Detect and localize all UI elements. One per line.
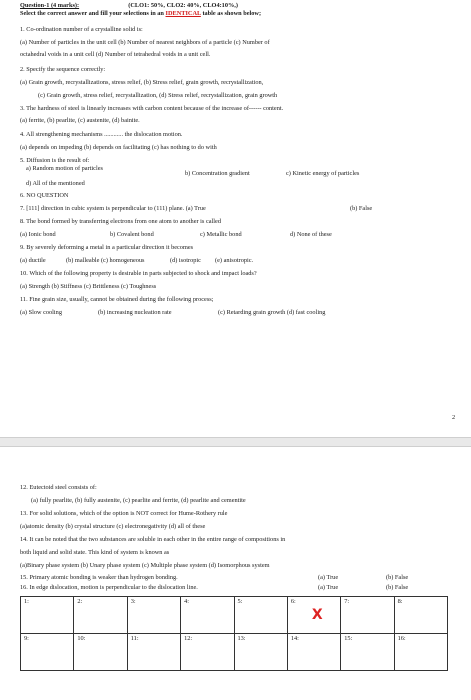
- answer-cell-14[interactable]: [287, 634, 340, 671]
- question-16-true: (a) True: [318, 584, 339, 591]
- question-14-options: (a)Binary phase system (b) Unary phase system (c) Multiple phase system (d) Isomorphous system: [20, 562, 270, 569]
- question-3: 3. The hardness of steel is linearly increases with carbon content because of the increase of------ content.: [20, 105, 284, 112]
- question-9-option-c: (d) isotropic: [170, 257, 201, 264]
- answer-cell-label: 9:: [24, 635, 29, 642]
- instruction-prefix: Select the correct answer and fill your selections in an: [20, 10, 164, 17]
- question-6: 6. NO QUESTION: [20, 192, 69, 199]
- question-10: 10. Which of the following property is desirable in parts subjected to shock and impact loads?: [20, 270, 257, 277]
- question-11-option-b: (b) increasing nucleation rate: [98, 309, 172, 316]
- answer-cell-2[interactable]: [74, 597, 127, 634]
- question-16: 16. In edge dislocation, motion is perpendicular to the dislocation line.: [20, 584, 198, 591]
- question-8: 8. The bond formed by transferring electrons from one atom to another is called: [20, 218, 221, 225]
- question-9-option-a: (a) ductile: [20, 257, 46, 264]
- answer-cell-12[interactable]: [181, 634, 234, 671]
- clo-text: (CLO1: 50%, CLO2: 40%, CLO4:10%,): [128, 2, 238, 9]
- question-2-options-b: (c) Grain growth, stress relief, recrystallization, (d) Stress relief, recrystallization, grain growth: [38, 92, 278, 99]
- identical-emphasis: IDENTICAL: [165, 10, 201, 17]
- answer-cell-label: 15:: [344, 635, 353, 642]
- answer-cell-label: 5:: [237, 598, 243, 605]
- question-8-option-d: d) None of these: [290, 231, 332, 238]
- question-9: 9. By severely deforming a metal in a particular direction it becomes: [20, 244, 194, 251]
- answer-cell-15[interactable]: [341, 634, 394, 671]
- answer-cell-label: 16:: [397, 635, 406, 642]
- answer-cell-label: 6:: [290, 598, 296, 605]
- answer-cell-10[interactable]: [74, 634, 127, 671]
- answer-cell-7[interactable]: [341, 597, 394, 634]
- answer-row-2: [21, 634, 448, 671]
- answer-cell-8[interactable]: [394, 597, 447, 634]
- question-12-options: (a) fully pearlite, (b) fully austenite, (c) pearlite and ferrite, (d) pearlite and cementite: [31, 497, 246, 504]
- question-11-option-c: (c) Retarding grain growth (d) fast cooling: [218, 309, 326, 316]
- question-13-options: (a)atomic density (b) crystal structure (c) electronegativity (d) all of these: [20, 523, 206, 530]
- answer-cell-label: 2:: [77, 598, 83, 605]
- question-5-option-a: a) Random motion of particles: [26, 165, 103, 172]
- question-label: Question-1 (4 marks):: [20, 2, 80, 9]
- question-15-false: (b) False: [386, 574, 409, 581]
- instruction-suffix: table as shown below;: [202, 10, 262, 17]
- question-14-continued: both liquid and solid state. This kind of system is known as: [20, 549, 170, 556]
- question-8-option-a: (a) Ionic bond: [20, 231, 56, 238]
- answer-cell-1[interactable]: [21, 597, 74, 634]
- question-9-option-b: (b) malleable (c) homogeneous: [66, 257, 145, 264]
- answer-cell-3[interactable]: [127, 597, 180, 634]
- answer-cell-16[interactable]: [394, 634, 447, 671]
- answer-cell-label: 10:: [77, 635, 86, 642]
- question-1: 1. Co-ordination number of a crystalline solid is:: [20, 26, 143, 33]
- question-5-option-d: d) All of the mentioned: [26, 180, 85, 187]
- cross-mark-icon: X: [311, 607, 323, 623]
- question-8-option-c: c) Metallic bond: [200, 231, 242, 238]
- question-15: 15. Primary atomic bonding is weaker than hydrogen bonding.: [20, 574, 178, 581]
- question-8-option-b: b) Covalent bond: [110, 231, 154, 238]
- question-11-option-a: (a) Slow cooling: [20, 309, 62, 316]
- answer-cell-11[interactable]: [127, 634, 180, 671]
- question-14: 14. It can be noted that the two substances are soluble in each other in the entire range of compositions in: [20, 536, 286, 543]
- question-5-option-c: c) Kinetic energy of particles: [286, 170, 360, 177]
- page-number: 2: [452, 414, 456, 421]
- answer-cell-label: 13:: [237, 635, 246, 642]
- question-15-true: (a) True: [318, 574, 339, 581]
- answer-cell-label: 4:: [184, 598, 190, 605]
- question-3-options: (a) ferrite, (b) pearlite, (c) austenite, (d) bainite.: [20, 117, 140, 124]
- answer-cell-label: 7:: [344, 598, 350, 605]
- question-4-options: (a) depends on impeding (b) depends on facilitating (c) has nothing to do with: [20, 144, 217, 151]
- answer-cell-4[interactable]: [181, 597, 234, 634]
- answer-cell-5[interactable]: [234, 597, 287, 634]
- question-1-options-a: (a) Number of particles in the unit cell (b) Number of nearest neighbors of a particle (c) Number of: [20, 39, 270, 46]
- answer-cell-13[interactable]: [234, 634, 287, 671]
- instruction-line: [20, 10, 261, 18]
- question-13: 13. For solid solutions, which of the option is NOT correct for Hume-Rothery rule: [20, 510, 228, 517]
- question-7-false: (b) False: [350, 205, 373, 212]
- question-10-options: (a) Strength (b) Stiffness (c) Brittleness (c) Toughness: [20, 283, 157, 290]
- answer-cell-9[interactable]: [21, 634, 74, 671]
- answer-table: [20, 596, 448, 671]
- page-2: [0, 446, 471, 700]
- question-2: 2. Specify the sequence correctly:: [20, 66, 106, 73]
- question-1-options-b: octahedral voids in a unit cell (d) Number of tetrahedral voids in a unit cell.: [20, 51, 211, 58]
- answer-cell-label: 12:: [184, 635, 193, 642]
- answer-cell-label: 1:: [24, 598, 29, 605]
- question-5-option-b: b) Concentration gradient: [185, 170, 250, 177]
- answer-cell-6[interactable]: [287, 597, 340, 634]
- header-line: [20, 2, 238, 10]
- question-9-option-d: (e) anisotropic.: [215, 257, 254, 264]
- question-12: 12. Eutectoid steel consists of:: [20, 484, 97, 491]
- question-7: 7. [111] direction in cubic system is perpendicular to (111) plane. (a) True: [20, 205, 206, 212]
- question-4: 4. All strengthening mechanisms ............ the dislocation motion.: [20, 131, 183, 138]
- answer-row-1: [21, 597, 448, 634]
- answer-cell-label: 8:: [397, 598, 403, 605]
- answer-cell-label: 3:: [130, 598, 136, 605]
- question-11: 11. Fine grain size, usually, cannot be obtained during the following process;: [20, 296, 214, 303]
- question-2-options-a: (a) Grain growth, recrystallizations, stress relief, (b) Stress relief, grain growth, recrystallization,: [20, 79, 264, 86]
- answer-cell-label: 14:: [290, 635, 299, 642]
- question-16-false: (b) False: [386, 584, 409, 591]
- question-5: 5. Diffusion is the result of:: [20, 157, 90, 164]
- answer-cell-label: 11:: [130, 635, 139, 642]
